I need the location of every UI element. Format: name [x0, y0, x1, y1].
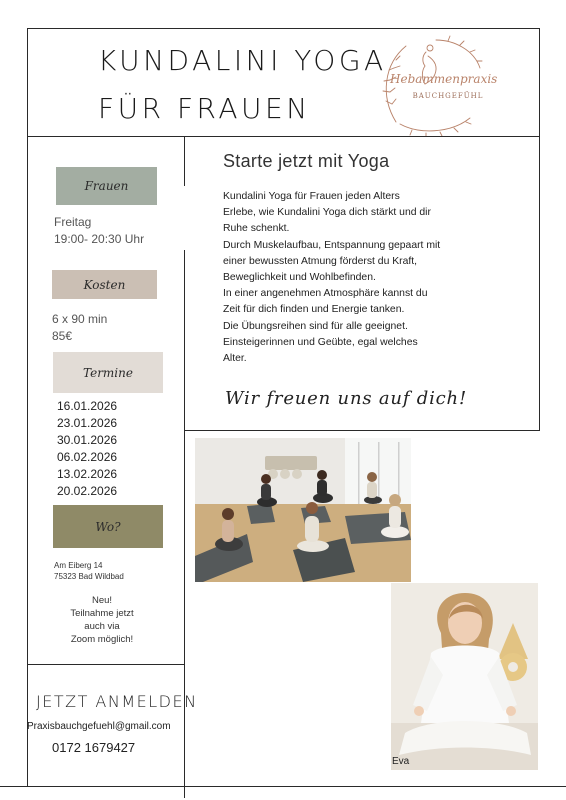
zoom-notice-line: Zoom möglich!	[70, 634, 134, 645]
text-bottom-divider	[184, 430, 540, 431]
zoom-notice	[60, 594, 144, 646]
course-sessions: 6 x 90 min	[52, 312, 108, 326]
instructor-photo	[391, 583, 538, 770]
sidebar-right-line	[184, 136, 185, 186]
signup-heading: JETZT ANMELDEN	[36, 692, 198, 711]
tag-dates: Termine	[53, 352, 163, 393]
address-city: 75323 Bad Wildbad	[54, 572, 124, 581]
main-heading: Starte jetzt mit Yoga	[223, 151, 390, 171]
intro-line: Kundalini Yoga für Frauen jeden Alters	[223, 191, 400, 202]
intro-line: Beweglichkeit und Wohlbefinden.	[223, 272, 376, 284]
intro-line: In einer angenehmen Atmosphäre kannst du	[223, 288, 428, 300]
header-divider	[27, 136, 540, 137]
tag-costs: Kosten	[52, 270, 157, 299]
zoom-notice-line: Teilnahme jetzt	[70, 608, 134, 619]
page-title-line-1: KUNDALINI YOGA	[98, 44, 387, 77]
zoom-notice-line: Neu!	[91, 595, 113, 606]
intro-line: Einsteigerinnen und Geübte, egal welches	[223, 336, 418, 348]
date-item: 16.01.2026	[57, 399, 118, 413]
contact-phone[interactable]: 0172 1679427	[52, 740, 136, 755]
date-list	[57, 398, 117, 500]
date-item: 30.01.2026	[57, 433, 118, 447]
page-title-line-2: FÜR FRAUEN	[98, 92, 311, 125]
intro-line: Alter.	[223, 353, 247, 365]
date-item: 23.01.2026	[57, 416, 118, 430]
hebammenpraxis-logo	[378, 34, 498, 136]
intro-line: Ruhe schenkt.	[223, 223, 290, 235]
tag-location: Wo?	[53, 505, 163, 548]
frame-right-line	[539, 28, 540, 430]
contact-email[interactable]: Praxisbauchgefuehl@gmail.com	[27, 721, 171, 732]
address-street: Am Eiberg 14	[54, 561, 103, 570]
intro-line: Die Übungsreihen sind für alle geeignet.	[223, 320, 408, 332]
intro-line: Durch Muskelaufbau, Entspannung gepaart mit	[223, 239, 441, 251]
date-item: 13.02.2026	[57, 467, 118, 481]
sidebar-right-line-lower	[184, 250, 185, 798]
course-day: Freitag	[54, 215, 92, 229]
course-price: 85€	[52, 329, 73, 343]
page-bottom-line	[0, 786, 566, 787]
intro-line: einer bewussten Atmung förderst du Kraft,	[223, 255, 418, 267]
address	[54, 560, 124, 582]
course-time: 19:00- 20:30 Uhr	[54, 232, 145, 246]
frame-left-line	[27, 28, 28, 786]
frame-top-line	[27, 28, 540, 29]
logo-name: Hebammenpraxis	[390, 72, 498, 86]
logo-subtitle: BAUCHGEFÜHL	[412, 92, 484, 100]
closing-script-text: Wir freuen uns auf dich!	[225, 388, 467, 409]
date-item: 20.02.2026	[57, 484, 118, 498]
intro-line: Zeit für dich finden und Energie tanken.	[223, 304, 405, 316]
intro-paragraph	[223, 189, 483, 367]
intro-line: Erlebe, wie Kundalini Yoga dich stärkt und dir	[223, 207, 431, 219]
yoga-class-photo	[195, 438, 411, 582]
zoom-notice-line: auch via	[84, 621, 120, 632]
date-item: 06.02.2026	[57, 450, 118, 464]
tag-audience: Frauen	[56, 167, 157, 205]
sidebar-bottom-divider	[27, 664, 185, 665]
instructor-caption: Eva	[392, 756, 410, 767]
